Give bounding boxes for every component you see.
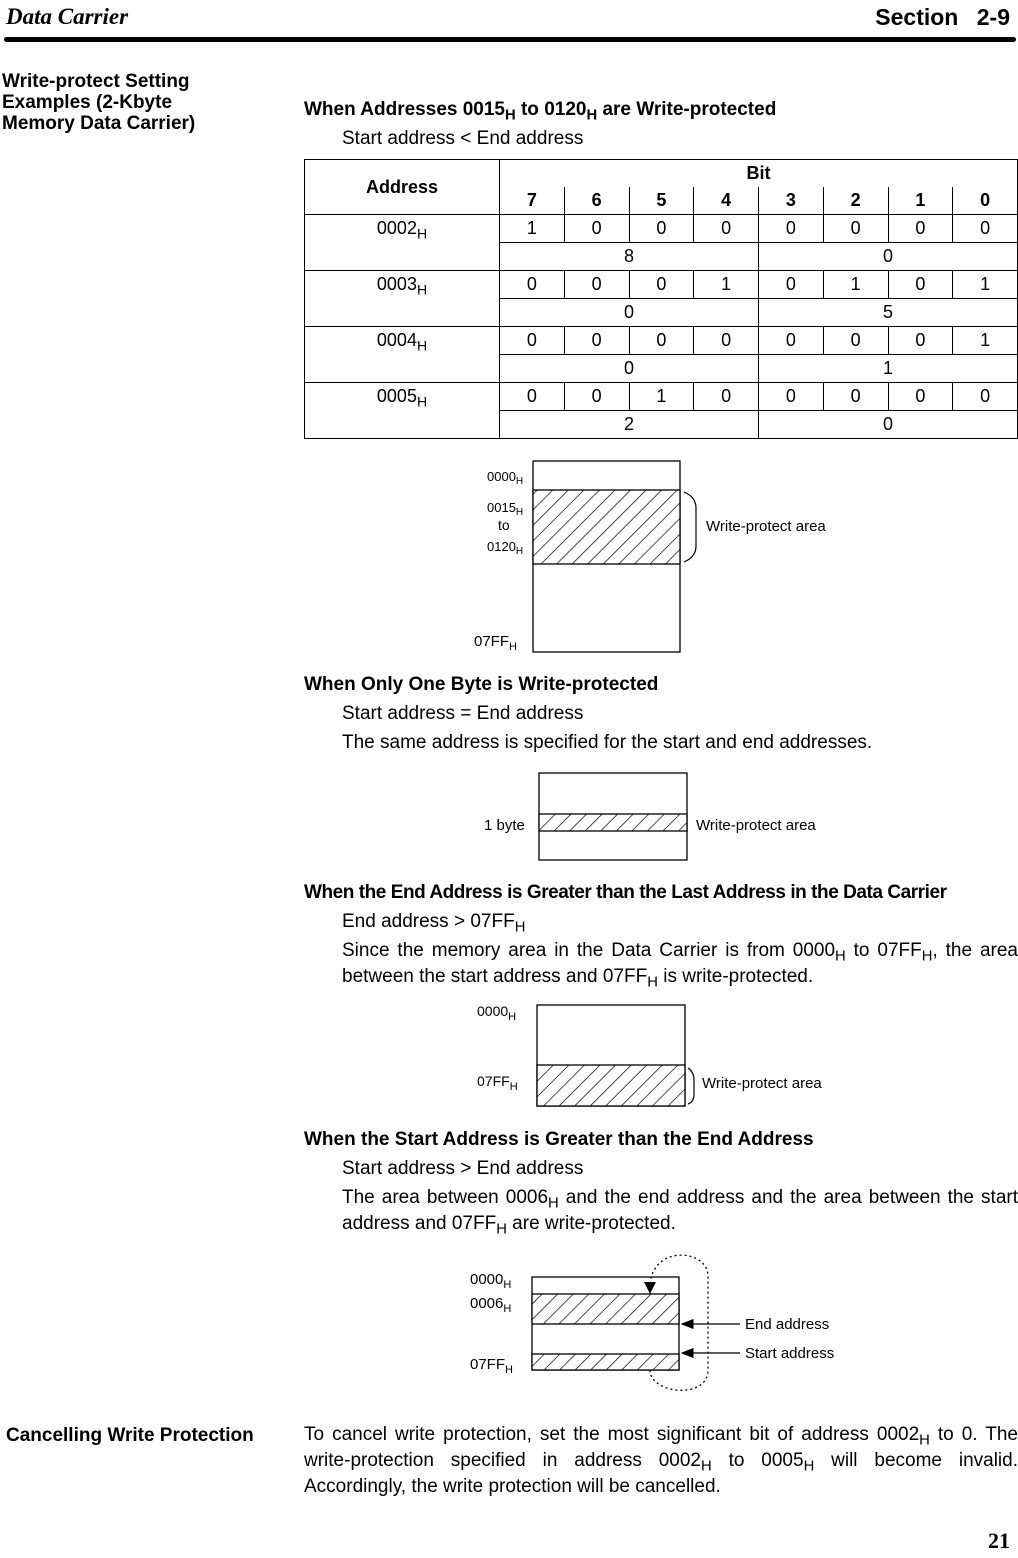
row-address: $0002_H$ xyxy=(305,215,500,271)
ex3-heading: When the End Address is Greater than the Last Address in the Data Carrier xyxy=(304,882,947,903)
bit-number: 3 xyxy=(759,187,824,215)
bit-cell: 0 xyxy=(629,215,694,243)
addr-label-top: $0000_H$ xyxy=(477,1003,517,1023)
bit-cell: 0 xyxy=(759,383,824,411)
bit-cell: 0 xyxy=(564,383,629,411)
write-protect-area-label: Write-protect area xyxy=(706,518,826,535)
hex-cell: 0 xyxy=(759,411,1018,439)
section-number: 2-9 xyxy=(976,4,1010,30)
bit-number: 4 xyxy=(694,187,759,215)
bit-cell: 0 xyxy=(500,327,565,355)
addr-label-top: $0000_H$ xyxy=(470,1271,512,1291)
one-byte-label: 1 byte xyxy=(484,817,525,834)
bit-cell: 0 xyxy=(694,383,759,411)
ex1-condition: Start address < End address xyxy=(342,128,584,149)
bit-cell: 0 xyxy=(694,327,759,355)
addr-label-start: $0015_H$ xyxy=(487,500,524,518)
hex-cell: 2 xyxy=(500,411,759,439)
diagram-3 xyxy=(477,1003,822,1106)
bit-number: 5 xyxy=(629,187,694,215)
hex-cell: 8 xyxy=(500,243,759,271)
addr-label-second: $0006_H$ xyxy=(470,1295,512,1315)
row-address: $0003_H$ xyxy=(305,271,500,327)
ex1-heading: When Addresses $0015_H$ to $0120_H$ are Write-protected xyxy=(304,99,777,124)
table-header-bit: Bit xyxy=(500,160,1018,188)
bit-number: 0 xyxy=(953,187,1018,215)
bit-cell: 0 xyxy=(888,383,953,411)
hex-cell: 1 xyxy=(759,355,1018,383)
bit-cell: 1 xyxy=(823,271,888,299)
bit-cell: 0 xyxy=(564,327,629,355)
bit-number: 1 xyxy=(888,187,953,215)
ex3-condition: End address > $07FF_H$ xyxy=(342,911,526,936)
bit-cell: 0 xyxy=(759,215,824,243)
bit-cell: 0 xyxy=(500,271,565,299)
bit-cell: 0 xyxy=(694,215,759,243)
addr-label-top: $0000_H$ xyxy=(487,469,524,487)
bit-cell: 1 xyxy=(629,383,694,411)
addr-label-last: $07FF_H$ xyxy=(477,1073,518,1093)
hex-cell: 0 xyxy=(500,299,759,327)
bit-cell: 0 xyxy=(888,327,953,355)
bit-cell: 1 xyxy=(500,215,565,243)
diagram-1 xyxy=(474,461,826,653)
ex4-note: The area between $0006_H$ and the end address and the area between the start address and $07FF_H$ are write-protected. xyxy=(342,1187,1018,1238)
end-address-label: End address xyxy=(745,1316,830,1333)
addr-label-last: $07FF_H$ xyxy=(470,1356,513,1376)
bit-cell: 0 xyxy=(888,271,953,299)
row-address: $0004_H$ xyxy=(305,327,500,383)
protected-area-high xyxy=(532,1354,679,1370)
ex2-note: The same address is specified for the start and end addresses. xyxy=(342,732,873,753)
protected-area-low xyxy=(532,1294,679,1324)
bit-cell: 0 xyxy=(823,327,888,355)
write-protect-area-label: Write-protect area xyxy=(702,1075,822,1092)
bit-cell: 0 xyxy=(953,383,1018,411)
protected-area xyxy=(537,1065,685,1106)
bit-cell: 0 xyxy=(564,215,629,243)
protected-area xyxy=(533,490,680,564)
bit-cell: 0 xyxy=(500,383,565,411)
bit-cell: 0 xyxy=(564,271,629,299)
table-header-address: Address xyxy=(305,160,500,215)
bit-cell: 1 xyxy=(694,271,759,299)
bit-cell: 0 xyxy=(759,271,824,299)
bit-cell: 0 xyxy=(629,271,694,299)
bit-cell: 0 xyxy=(888,215,953,243)
ex3-note: Since the memory area in the Data Carrier is from $0000_H$ to $07FF_H$, the area between the start address and $07FF_H$ is write-protected. xyxy=(342,940,1018,991)
brace xyxy=(688,1068,694,1104)
protected-byte xyxy=(539,814,687,831)
sidebar-heading-write-protect-examples: Write-protect Setting Examples (2-Kbyte Memory Data Carrier) xyxy=(2,71,196,134)
ex4-heading: When the Start Address is Greater than the End Address xyxy=(304,1129,814,1150)
hex-cell: 0 xyxy=(759,243,1018,271)
diagram-4 xyxy=(470,1255,834,1390)
hex-cell: 5 xyxy=(759,299,1018,327)
ex4-condition: Start address > End address xyxy=(342,1158,584,1179)
sidebar-heading-cancelling: Cancelling Write Protection xyxy=(6,1425,254,1446)
bit-cell: 0 xyxy=(629,327,694,355)
cancel-text: To cancel write protection, set the most significant bit of address $0002_H$ to 0. The write-protection specified in address $0002_H$ to $0005_H$ will become invalid. Accordingly, the write protection will be cancelled. xyxy=(304,1424,1018,1497)
start-address-label: Start address xyxy=(745,1345,835,1362)
bit-cell: 1 xyxy=(953,271,1018,299)
bit-cell: 1 xyxy=(953,327,1018,355)
bit-cell: 0 xyxy=(953,215,1018,243)
running-header-title: Data Carrier xyxy=(6,4,129,29)
bit-number: 6 xyxy=(564,187,629,215)
bit-number: 2 xyxy=(823,187,888,215)
ex2-heading: When Only One Byte is Write-protected xyxy=(304,674,659,695)
diagram-2 xyxy=(484,773,816,860)
addr-label-last: $07FF_H$ xyxy=(474,633,517,653)
row-address: $0005_H$ xyxy=(305,383,500,439)
bit-cell: 0 xyxy=(759,327,824,355)
ex2-condition: Start address = End address xyxy=(342,703,584,724)
write-protect-area-label: Write-protect area xyxy=(696,817,816,834)
bit-cell: 0 xyxy=(823,383,888,411)
brace xyxy=(684,492,696,562)
hex-cell: 0 xyxy=(500,355,759,383)
bit-number: 7 xyxy=(500,187,565,215)
to-label: to xyxy=(498,517,510,533)
page-number: 21 xyxy=(988,1528,1010,1553)
addr-label-end: $0120_H$ xyxy=(487,539,524,557)
section-label: Section xyxy=(875,4,959,30)
bit-cell: 0 xyxy=(823,215,888,243)
